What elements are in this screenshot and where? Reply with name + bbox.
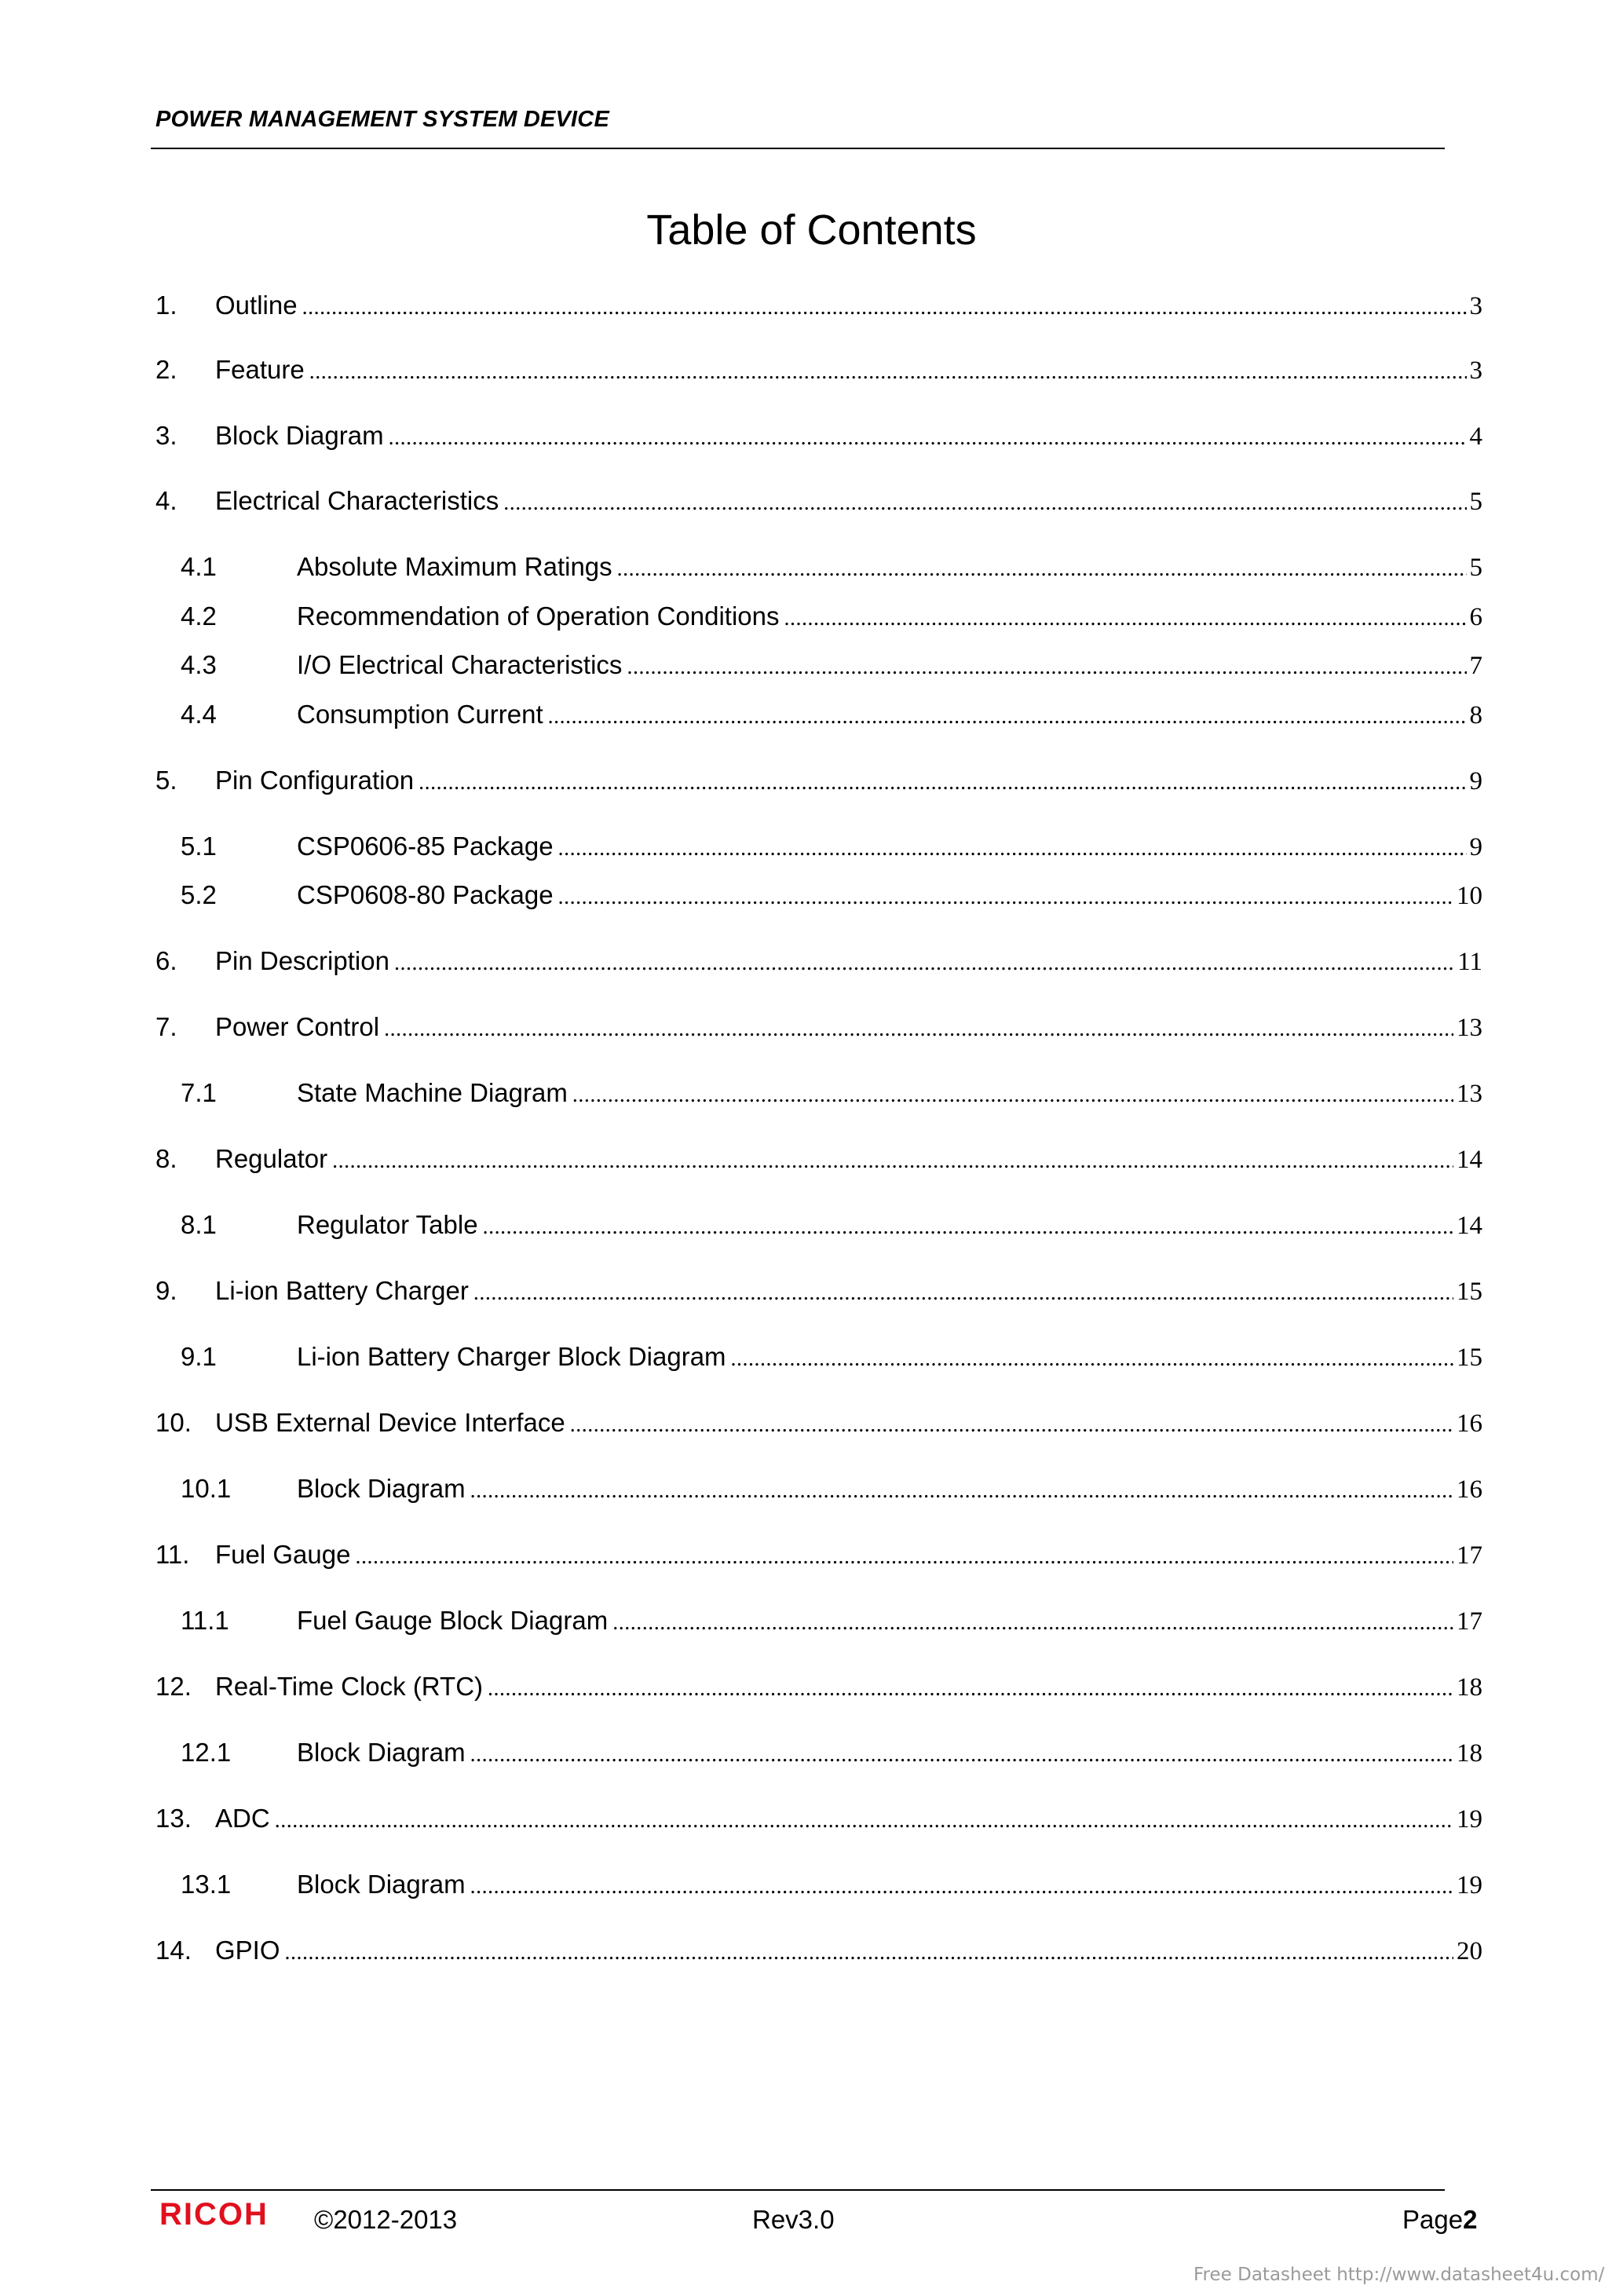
toc-entry-number: 8.1: [181, 1210, 217, 1239]
toc-entry-page: 19: [1457, 1805, 1482, 1834]
toc-entry-page: 14: [1457, 1146, 1482, 1174]
toc-entry-page: 20: [1457, 1937, 1482, 1965]
toc-entry[interactable]: [155, 946, 1482, 979]
toc-leader-dots: [419, 770, 1466, 795]
toc-entry[interactable]: [155, 1144, 1482, 1177]
toc-entry[interactable]: [155, 1738, 1482, 1771]
toc-entry-page: 10: [1457, 882, 1482, 910]
toc-entry-number: 6.: [155, 946, 177, 975]
toc-title: Table of Contents: [646, 207, 977, 254]
toc-entry[interactable]: [155, 1804, 1482, 1837]
toc-entry-label: Real-Time Clock (RTC): [215, 1672, 484, 1701]
toc-leader-dots: [548, 704, 1467, 729]
revision-text: Rev3.0: [752, 2205, 835, 2234]
toc-entry-page: 5: [1469, 554, 1482, 582]
toc-entry-page: 18: [1457, 1739, 1482, 1768]
toc-entry[interactable]: [155, 1078, 1482, 1111]
toc-entry-label: Recommendation of Operation Conditions: [297, 601, 780, 631]
toc-leader-dots: [483, 1215, 1453, 1240]
toc-entry-page: 11: [1457, 948, 1482, 976]
toc-entry-page: 3: [1469, 292, 1482, 320]
toc-entry-page: 6: [1469, 603, 1482, 631]
toc-entry-label: Block Diagram: [215, 421, 384, 450]
toc-entry-number: 5.: [155, 766, 177, 795]
toc-entry-number: 10.: [155, 1408, 192, 1437]
toc-entry-number: 8.: [155, 1144, 177, 1173]
toc-entry[interactable]: [155, 1342, 1482, 1375]
toc-entry-page: 9: [1469, 767, 1482, 795]
toc-leader-dots: [355, 1545, 1453, 1570]
toc-entry-page: 16: [1457, 1409, 1482, 1438]
toc-entry[interactable]: [155, 1276, 1482, 1309]
toc-entry-number: 2.: [155, 355, 177, 384]
toc-leader-dots: [389, 426, 1467, 451]
toc-entry-page: 15: [1457, 1344, 1482, 1372]
toc-leader-dots: [731, 1347, 1453, 1372]
toc-entry-page: 4: [1469, 422, 1482, 451]
toc-entry-number: 10.1: [181, 1474, 232, 1503]
toc-entry[interactable]: [155, 1870, 1482, 1903]
toc-entry[interactable]: [155, 1210, 1482, 1243]
toc-entry-label: Regulator Table: [297, 1210, 478, 1239]
toc-entry[interactable]: [155, 552, 1482, 585]
toc-entry-label: Pin Configuration: [215, 766, 415, 795]
toc-entry-page: 3: [1469, 356, 1482, 385]
toc-entry[interactable]: [155, 766, 1482, 799]
toc-entry[interactable]: [155, 355, 1482, 388]
toc-entry-number: 14.: [155, 1936, 192, 1965]
toc-leader-dots: [275, 1808, 1453, 1834]
toc-leader-dots: [572, 1083, 1453, 1108]
toc-entry-page: 5: [1469, 488, 1482, 516]
toc-entry[interactable]: [155, 486, 1482, 519]
toc-entry[interactable]: [155, 650, 1482, 683]
page-number-value: 2: [1463, 2205, 1478, 2234]
toc-entry[interactable]: [155, 291, 1482, 324]
toc-entry[interactable]: [155, 601, 1482, 634]
toc-leader-dots: [558, 885, 1453, 910]
toc-leader-dots: [503, 491, 1466, 516]
toc-entry-page: 7: [1469, 652, 1482, 680]
toc-leader-dots: [394, 951, 1454, 976]
toc-entry-label: Absolute Maximum Ratings: [297, 552, 612, 581]
toc-entry[interactable]: [155, 832, 1482, 865]
toc-leader-dots: [285, 1940, 1453, 1965]
toc-leader-dots: [470, 1479, 1453, 1504]
toc-leader-dots: [488, 1676, 1453, 1702]
toc-entry-page: 15: [1457, 1278, 1482, 1306]
toc-entry-page: 16: [1457, 1475, 1482, 1504]
toc-leader-dots: [784, 606, 1467, 631]
page-label: Page: [1402, 2205, 1464, 2234]
toc-entry-label: Fuel Gauge: [215, 1540, 351, 1569]
toc-entry-label: I/O Electrical Characteristics: [297, 650, 623, 679]
toc-entry-number: 4.2: [181, 601, 217, 631]
toc-entry-label: USB External Device Interface: [215, 1408, 565, 1437]
toc-leader-dots: [617, 557, 1467, 582]
toc-entry-label: State Machine Diagram: [297, 1078, 568, 1107]
toc-entry-number: 4.3: [181, 650, 217, 679]
toc-entry[interactable]: [155, 1012, 1482, 1045]
toc-leader-dots: [473, 1281, 1453, 1306]
ricoh-logo: RICOH: [159, 2197, 269, 2232]
page-number: [1402, 2205, 1477, 2235]
document-header: POWER MANAGEMENT SYSTEM DEVICE: [155, 107, 609, 132]
toc-entry[interactable]: [155, 700, 1482, 733]
toc-entry-label: Outline: [215, 291, 298, 320]
toc-entry-number: 1.: [155, 291, 177, 320]
toc-leader-dots: [470, 1874, 1453, 1899]
toc-entry-label: Regulator: [215, 1144, 328, 1173]
toc-leader-dots: [302, 295, 1467, 320]
toc-entry[interactable]: [155, 1540, 1482, 1573]
toc-entry[interactable]: [155, 1408, 1482, 1441]
toc-entry-number: 12.1: [181, 1738, 232, 1767]
toc-entry-number: 4.1: [181, 552, 217, 581]
copyright-text: ©2012-2013: [314, 2205, 458, 2234]
toc-entry-label: Block Diagram: [297, 1474, 466, 1503]
toc-entry-label: GPIO: [215, 1936, 280, 1965]
toc-entry[interactable]: [155, 880, 1482, 913]
toc-entry-page: 19: [1457, 1871, 1482, 1899]
toc-entry-number: 11.1: [181, 1606, 229, 1635]
toc-entry-label: Power Control: [215, 1012, 380, 1041]
toc-entry-number: 5.1: [181, 832, 217, 861]
toc-entry[interactable]: [155, 1606, 1482, 1639]
toc-entry-label: Block Diagram: [297, 1738, 466, 1767]
toc-entry[interactable]: [155, 421, 1482, 454]
toc-leader-dots: [384, 1017, 1453, 1042]
toc-entry-number: 9.: [155, 1276, 177, 1305]
toc-entry-label: ADC: [215, 1804, 270, 1833]
toc-entry-number: 9.1: [181, 1342, 217, 1371]
footer-divider: [151, 2189, 1445, 2191]
toc-entry-label: Li-ion Battery Charger Block Diagram: [297, 1342, 726, 1371]
toc-entry[interactable]: [155, 1936, 1482, 1969]
toc-entry-number: 12.: [155, 1672, 192, 1701]
toc-entry[interactable]: [155, 1474, 1482, 1507]
toc-leader-dots: [332, 1149, 1453, 1174]
toc-entry-page: 17: [1457, 1541, 1482, 1570]
toc-entry-label: CSP0608-80 Package: [297, 880, 554, 909]
header-divider: [151, 148, 1445, 149]
toc-entry-label: Fuel Gauge Block Diagram: [297, 1606, 609, 1635]
watermark: Free Datasheet http://www.datasheet4u.com/: [1193, 2265, 1605, 2285]
toc-entry-number: 4.4: [181, 700, 217, 729]
toc-entry-number: 13.: [155, 1804, 192, 1833]
toc-entry-number: 4.: [155, 486, 177, 515]
toc-leader-dots: [627, 655, 1466, 680]
toc-entry-page: 18: [1457, 1673, 1482, 1702]
toc-leader-dots: [309, 360, 1467, 385]
toc-leader-dots: [558, 836, 1467, 861]
toc-entry-label: Electrical Characteristics: [215, 486, 499, 515]
toc-leader-dots: [570, 1413, 1453, 1438]
toc-entry-number: 3.: [155, 421, 177, 450]
toc-entry-page: 14: [1457, 1212, 1482, 1240]
toc-entry-label: Pin Description: [215, 946, 389, 975]
toc-entry-page: 9: [1469, 833, 1482, 861]
toc-leader-dots: [470, 1742, 1453, 1768]
toc-entry-label: CSP0606-85 Package: [297, 832, 554, 861]
toc-entry-label: Consumption Current: [297, 700, 543, 729]
toc-leader-dots: [612, 1610, 1453, 1636]
toc-entry-number: 13.1: [181, 1870, 232, 1899]
toc-entry-number: 7.1: [181, 1078, 217, 1107]
toc-entry-label: Block Diagram: [297, 1870, 466, 1899]
toc-entry-page: 17: [1457, 1607, 1482, 1636]
toc-entry-label: Feature: [215, 355, 305, 384]
toc-entry-label: Li-ion Battery Charger: [215, 1276, 469, 1305]
toc-entry-page: 13: [1457, 1080, 1482, 1108]
toc-entry[interactable]: [155, 1672, 1482, 1705]
toc-entry-number: 5.2: [181, 880, 217, 909]
toc-entry-number: 11.: [155, 1540, 190, 1569]
toc-entry-page: 13: [1457, 1014, 1482, 1042]
toc-entry-number: 7.: [155, 1012, 177, 1041]
toc-entry-page: 8: [1469, 701, 1482, 729]
